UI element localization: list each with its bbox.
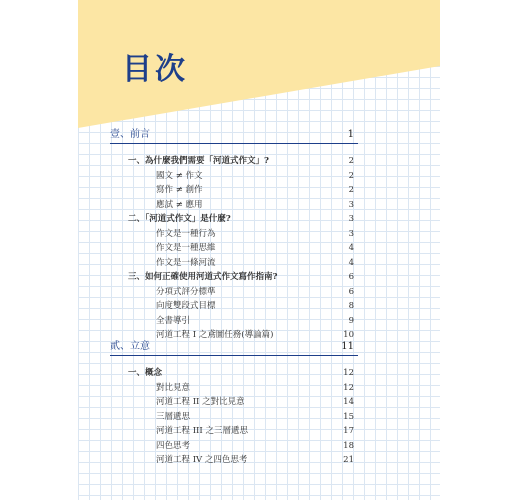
toc-section-2[interactable]	[110, 340, 354, 354]
toc-item-page-number: 3	[348, 228, 354, 239]
toc-item-page-number: 4	[348, 243, 354, 253]
page-title: 目次	[122, 52, 188, 87]
toc-item[interactable]	[156, 256, 354, 270]
toc-item-label: 對比見意	[156, 382, 191, 393]
toc-item[interactable]	[156, 299, 354, 313]
toc-item-page-number: 12	[343, 382, 354, 393]
toc-item-label: 河道工程 III 之三層遞思	[156, 426, 248, 436]
toc-item-label: 作文是一種行為	[156, 228, 216, 239]
toc-item[interactable]	[156, 241, 354, 255]
toc-subsection[interactable]	[128, 270, 354, 284]
toc-item-label: 河道工程 II 之對比見意	[156, 397, 245, 407]
toc-subsection-page-number: 12	[343, 368, 354, 378]
toc-section-1[interactable]	[110, 128, 354, 142]
toc-item-page-number: 4	[348, 257, 354, 268]
toc-subsection-page-number: 2	[348, 156, 354, 166]
toc-subsection-label: 一、為什麼我們需要「河道式作文」?	[128, 156, 269, 166]
toc-item-page-number: 9	[348, 315, 354, 326]
toc-page	[78, 0, 440, 500]
toc-item-label: 分項式評分標準	[156, 286, 216, 297]
toc-item-page-number: 17	[343, 426, 354, 436]
toc-item-label: 河道工程 IV 之四色思考	[156, 455, 248, 465]
toc-item-page-number: 3	[348, 199, 354, 210]
toc-item[interactable]	[156, 314, 354, 328]
toc-section-2-page-number: 11	[341, 341, 354, 352]
toc-item-page-number: 21	[343, 455, 354, 465]
toc-item[interactable]	[156, 439, 354, 453]
toc-item[interactable]	[156, 381, 354, 395]
toc-subsection-label: 一、概念	[128, 368, 163, 378]
toc-subsection-label: 二、「河道式作文」是什麼?	[128, 214, 231, 224]
toc-item-page-number: 2	[348, 185, 354, 195]
toc-item-page-number: 14	[343, 397, 354, 407]
toc-subsection-label: 三、如何正確使用河道式作文寫作指南?	[128, 272, 278, 282]
toc-subsection[interactable]	[128, 366, 354, 380]
toc-item-label: 應試 ≠ 應用	[156, 199, 203, 210]
toc-item-label: 向度雙段式目標	[156, 301, 216, 311]
toc-subsection[interactable]	[128, 154, 354, 168]
toc-section-1-label: 壹、前言	[110, 129, 150, 140]
toc-item[interactable]	[156, 424, 354, 438]
toc-item-label: 三層遞思	[156, 411, 191, 422]
toc-item[interactable]	[156, 395, 354, 409]
toc-item-page-number: 6	[348, 286, 354, 297]
toc-item-page-number: 18	[343, 440, 354, 451]
toc-item[interactable]	[156, 198, 354, 212]
toc-item[interactable]	[156, 169, 354, 183]
toc-section-2-label: 貳、立意	[110, 341, 150, 352]
toc-item[interactable]	[156, 410, 354, 424]
toc-item-label: 作文是一條河流	[156, 257, 216, 268]
toc-item-label: 作文是一種思維	[156, 243, 216, 253]
toc-subsection[interactable]	[128, 212, 354, 226]
toc-item-page-number: 15	[343, 411, 354, 422]
toc-item-label: 國文 ≠ 作文	[156, 170, 203, 181]
section-rule	[110, 143, 358, 144]
toc-item-page-number: 8	[348, 301, 354, 311]
toc-item-label: 寫作 ≠ 創作	[156, 185, 203, 195]
toc-item-page-number: 10	[343, 330, 354, 340]
toc-item-page-number: 2	[348, 170, 354, 181]
toc-item[interactable]	[156, 285, 354, 299]
toc-item-label: 四色思考	[156, 440, 191, 451]
toc-item[interactable]	[156, 453, 354, 467]
toc-item-label: 全書導引	[156, 315, 191, 326]
toc-section-1-page-number: 1	[347, 129, 354, 140]
toc-item[interactable]	[156, 183, 354, 197]
toc-subsection-page-number: 3	[348, 214, 354, 224]
toc-item-label: 河道工程 I 之鳶圖任務(導論篇)	[156, 330, 274, 340]
toc-subsection-page-number: 6	[348, 272, 354, 282]
section-rule	[110, 355, 358, 356]
toc-item[interactable]	[156, 227, 354, 241]
